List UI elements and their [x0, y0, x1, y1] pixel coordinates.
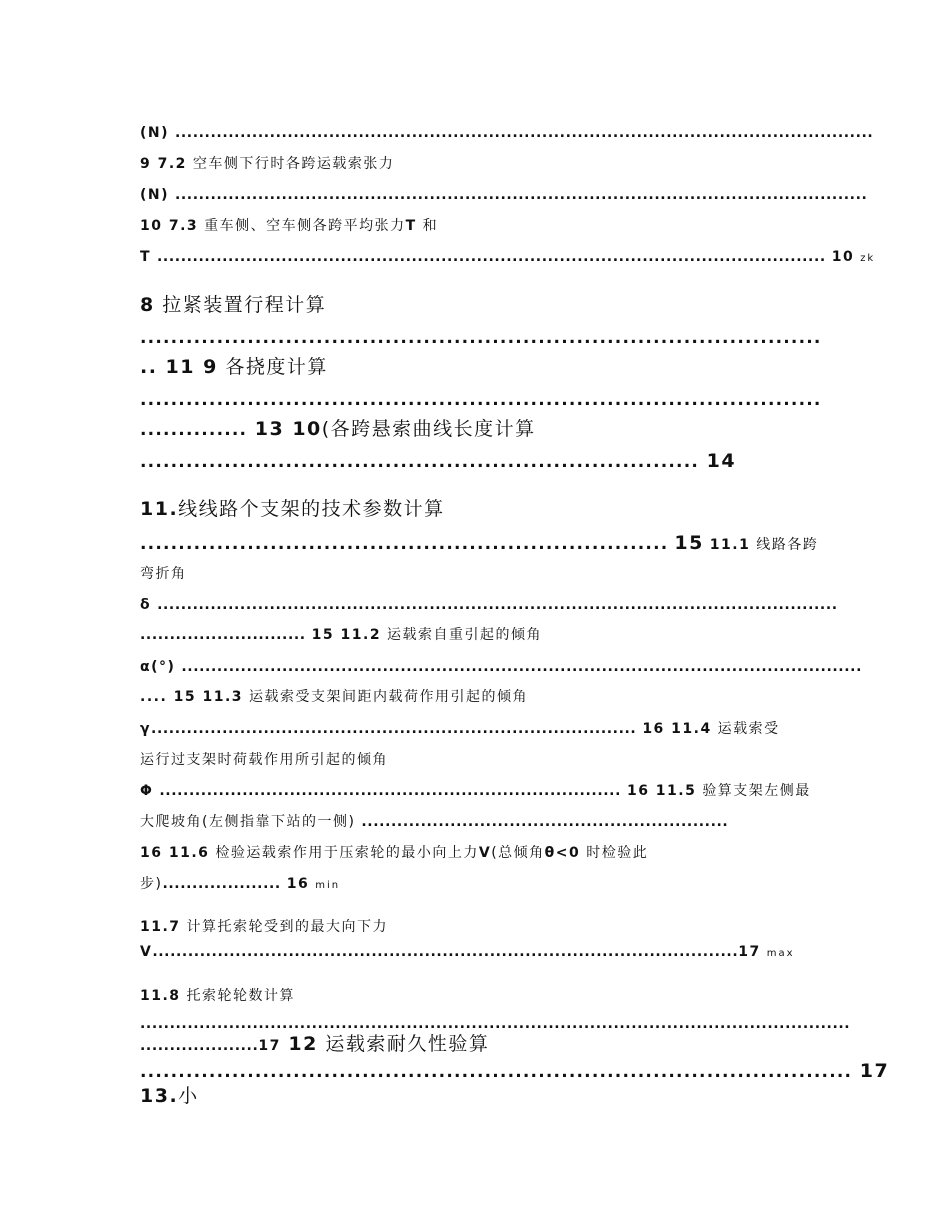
toc-line: ..................................................................... 15 11.1 线路各跨: [140, 532, 819, 554]
toc-line: ............................ 15 11.2 运载索自重引起的倾角: [140, 627, 543, 643]
toc-line: α(°) ...................................................................................................................: [140, 659, 862, 675]
toc-heading: 13.小: [140, 1085, 199, 1107]
toc-line: (N) ......................................................................................................................: [140, 125, 874, 141]
toc-line: 运行过支架时荷载作用所引起的倾角: [140, 752, 388, 768]
toc-heading: 11.线线路个支架的技术参数计算: [140, 498, 445, 520]
toc-line: V...................................................................................................17 max: [140, 944, 795, 960]
toc-line: T ................................................................................................................. 10 zk: [140, 249, 876, 265]
toc-line: .... 15 11.3 运载索受支架间距内载荷作用引起的倾角: [140, 689, 528, 705]
toc-line: ............................................................................................. 17: [140, 1060, 890, 1082]
toc-heading: .............. 13 10(各跨悬索曲线长度计算: [140, 418, 536, 440]
toc-line: Φ .............................................................................. 16 11.5 验算支架左侧最: [140, 783, 811, 799]
toc-line: .........................................................................................: [140, 328, 822, 348]
toc-heading: .. 11 9 各挠度计算: [140, 356, 328, 378]
toc-line: γ.................................................................................. 16 11.4 运载索受: [140, 721, 780, 737]
toc-line: 步).................... 16 min: [140, 876, 341, 892]
toc-line: ........................................................................................................................: [140, 1016, 851, 1032]
toc-line: 9 7.2 空车侧下行时各跨运载索张力: [140, 156, 395, 172]
toc-line: δ ...................................................................................................................: [140, 597, 838, 613]
toc-line: 11.7 计算托索轮受到的最大向下力: [140, 919, 388, 935]
toc-line: ......................................................................... 14: [140, 450, 737, 472]
toc-line: 16 11.6 检验运载索作用于压索轮的最小向上力V(总倾角θ<0 时检验此: [140, 845, 649, 861]
toc-line: (N) .....................................................................................................................: [140, 187, 868, 203]
toc-line: .........................................................................................: [140, 390, 822, 410]
toc-line: 弯折角: [140, 566, 187, 582]
toc-line: 大爬坡角(左侧指靠下站的一侧) ..............................................................: [140, 814, 729, 830]
toc-heading: ....................17 12 运载索耐久性验算: [140, 1033, 490, 1055]
toc-line: 10 7.3 重车侧、空车侧各跨平均张力T 和: [140, 218, 439, 234]
toc-heading: 8 拉紧装置行程计算: [140, 294, 327, 316]
toc-line: 11.8 托索轮轮数计算: [140, 988, 295, 1004]
